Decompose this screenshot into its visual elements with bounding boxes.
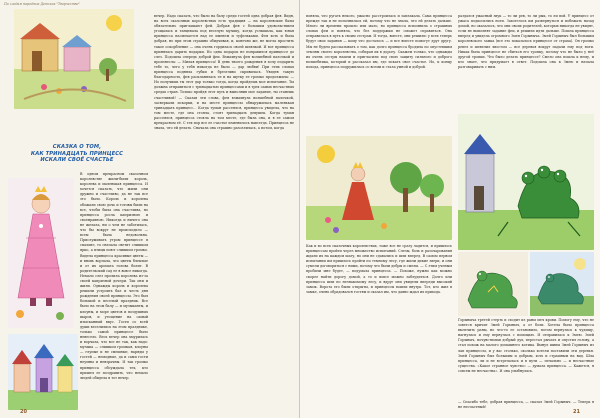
- right-column-1-text: поняла, что ругать некого, ужасно расстроилась и заплакала. Сама принцесса прежде так и не исполнилась ей, потому что не знала, что ей делать дальше. Много ли времени прошло или мало, но принцесса вспомнила о страшных словах феи и поняла, что без поддержки не сможет справиться. Она отправилась в путь к своим сестрам. И тогда, вместе, они решили: у всех теперь будут свои задания — кому что досталось — и все вместе помогут друг другу. Мы не будем рассказывать о том, как долго принцесса бродила по опустевшим землям своего королевства, собирая их в дорогу. Скажем только, что однажды их очень сестры нашли и пригласили под свою защиту сильного и доброго волшебника, который и рассказал им, где искать свое счастье. Но, к концу похода, принцесса подружилась со всеми и стала умной и доброй.: [306, 14, 452, 69]
- princess-illustration: [8, 178, 74, 328]
- right-column-2-text: раздался ужасный звук — то ли рев, то ли рык, то ли вой. У принцесс от ужаса подкосились ноги. Захотелось им развернуться и побежать назад домой, но оказалось, что они своих родителей, которых никогда не увидят, если не выполнят задание феи, и решили идти дальше. Пошла принцесса вперед и увидела огромного Змея Горыныча. Змей Горыныч был большим королевского замка (все это показалось принцессе от страха). Он громко ревел и шевелил хвостом — все деревья вокруг падали ему под ноги. Никак была принцессе не сбиться его тропку, потому что не было у неё другой тропки. Что было делать принцессе? Смело она пошла к нему, и кто знает, что придумает в ответ. Подошла она к Змею и начала разговаривать с ним.: [458, 14, 594, 69]
- right-column-1-bottom-text: Как и во всех сказочных королевствах, тоже все не сразу ладится, и пришлось принцессам пройти через множество испытаний. Слезы, боль и разочарования ждали их на каждом шагу, но они не сдавались и шли вперед. В самом первом испытании им пришлось пройти по темному лесу, где жили дикие звери, и они сумели договориться с ними, потому что были добры и смелы. — С этим ученым пробили мне будет, — подумала принцесса. — Похоже, нужно как можно скорее найти дорогу домой, а то и вовсе можно заблудиться. Долго или принцесса шли по незнакомому лесу, и вдруг они увидели впереди высокий замок. Ворота его были открыты, и принцессы вошли внутрь. Тот, кто жил в замке, очень обрадовался гостям и сказал им, что давно ждал их прихода.: [306, 244, 452, 294]
- princess-garden-illustration: [306, 136, 452, 240]
- running-head: По следам народных Детских "Творчество": [4, 2, 80, 6]
- drawing-princess-pink: [8, 178, 74, 328]
- dragon-castle-illustration: [458, 114, 594, 250]
- drawing-dragon-castle: [458, 114, 594, 250]
- title-line-2: КАК ТРИНАДЦАТЬ ПРИНЦЕСС: [30, 150, 124, 157]
- right-column-2-bottom-text: Горыныча третей стерть и сходит из раны меч крови. Помогу ему, что не зовется кричит Змей Горыныч, а от боли. Хотела было принцесса вылечить раны, но что-то ее остановило, потом вернулась к чудищу, нагнулась и ему вернулась с помощью. И отправилась к Змею. Змей Горыныч, почувствовав добрый дух, перестал рычать и опустил голову, а стал похож на малого домашнего котика. Вынул шипы Змей Горыныч из лап принцессы, и у вас столько, сколько хотели поставили эти деревья. Змей Горыныч был большим и добрым, хоть и страшным на вид. Шла принцесса, ли и не встречалась и в пути — печально — и несчастные существа. «Какое странное чувство» — думала принцесса. — Кажется, я совсем не несчастна». И она улыбнулась.: [458, 318, 594, 373]
- dragon-night-illustration: [530, 252, 594, 316]
- right-page-number: 21: [573, 409, 580, 415]
- castles-illustration: [8, 334, 78, 410]
- drawing-princess-garden: [306, 136, 452, 240]
- drawing-castles: [8, 334, 78, 410]
- left-column-text: В одном прекрасном сказочном королевстве жили-были король, королева и маленькая принцесса. И хочется сказать, что жили они дружно и счастливо, да не так все это было. Король и королева обожали свою дочь и готовы были на все, чтобы была она счастлива, но принцесса росла капризною и своенравною. Никогда и ничего она не желала, ни о чем не заботилась, что бы вокруг не происходило — всем была недовольна. Прислуживать утром принцессе в спальне, то сначала светит слишком ярко, а птицы поют слишком громко. Видела принцесса красивые цветы — и вновь ворчала, что цветы блеклые и от их аромата голова болит. В родительский сад ее в вовсе никогда. Немало слез пролила королева из-за своей капризной дочери. Так они и жили. Однажды король и королева решили устроить бал и честь дня рождения своей принцессы. Это был большой и веселый праздник. Все было на этом балу — и музыканты, и клоуны, и море цветов и воздушных шаров, и угощение на самый изысканный вкус. Гости со всей души веселились на этом празднике, только самой принцессе было невесело. Весь вечер она хмурилась и ворчала, что все не так, как надо: музыка — слишком громкая, клоуны — глупые и не смешные, наряды у гостей — немодные, да и сами гости неумны и невзрачны. И так громко принцесса обсуждала тех, кто пришел ее поздравить, что немало людей обидела в тот вечер.: [80, 172, 148, 380]
- left-column-2-text: вечер. Надо сказать, что было на балу среди гостей одна добрая фея. Видя, на всех сказочных королевствах есть традиция — на королевские балы обязательно приглашают фей. Добрая фея с большим удовольствием угощалась и танцевала под веселую музыку, когда услышала, как юная принцесса насмехается над ее именем и туфельками. Фея хоть и была добрая, но при этом страшно обидчивая, и, конечно же, не могла простить такое оскорбление — она очень гордилась своей шляпкой. И вот принцесса принялась дарить подарки. Но одна подарок не понравился принцессе до слез. Подошла очередь доброй феи. Взмахнула фея волшебной палочкой и произнесла: — Милая принцесса! В день твоего рождения я хочу подарить тебе то, чего у тебя никогда не было — дар любви! При этих словах принцесса подняла губки и брезгливо скривилась. Увидев такую благодарность, фея раскланялась ее и на шутку ее громко продолжила: — Но получишь ты этот дар только тогда, когда пройдешь мое испытание. Ты должна отправиться с тринадцатью принцессами и в трех самых несчастных средах стран. Только пройдя этот путь и выполнив мое задание, ты станешь счастливой! — Сказав эти слова, фея взмахнула волшебной палочкой, засверкали искорки, и на месте принцессы обнаружилась маленькая тринадцать принцесс... Когда туман рассеялся, принцесса увидела, что на том месте, где она стояла, стоят тринадцать девушек. Когда туман рассеялся, принцесса стояла на том месте, где была она, и в ее самом прекрасном её. С тех пор все ее счастье изменилось навсегда. Принцесса не знала, что ей делать. Сначала она страшно разозлилась, а потом, когда: [154, 14, 294, 131]
- right-page: [300, 0, 600, 418]
- title-line-1: СКАЗКА О ТОМ,: [52, 144, 102, 150]
- drawing-house-yard: [14, 9, 134, 109]
- title-line-3: ИСКАЛИ СВОЁ СЧАСТЬЕ: [40, 157, 114, 164]
- drawing-dragon-night: [530, 252, 594, 316]
- right-column-2-end-text: — Спасибо тебе, добрая принцесса, — сказал Змей Горыныч. — Теперь я не несчастный!: [458, 400, 594, 410]
- house-yard-illustration: [14, 9, 134, 109]
- left-page-number: 20: [20, 409, 27, 415]
- drawing-green-dragon: [458, 252, 528, 316]
- green-dragon-illustration: [458, 252, 528, 316]
- article-title: [4, 144, 150, 164]
